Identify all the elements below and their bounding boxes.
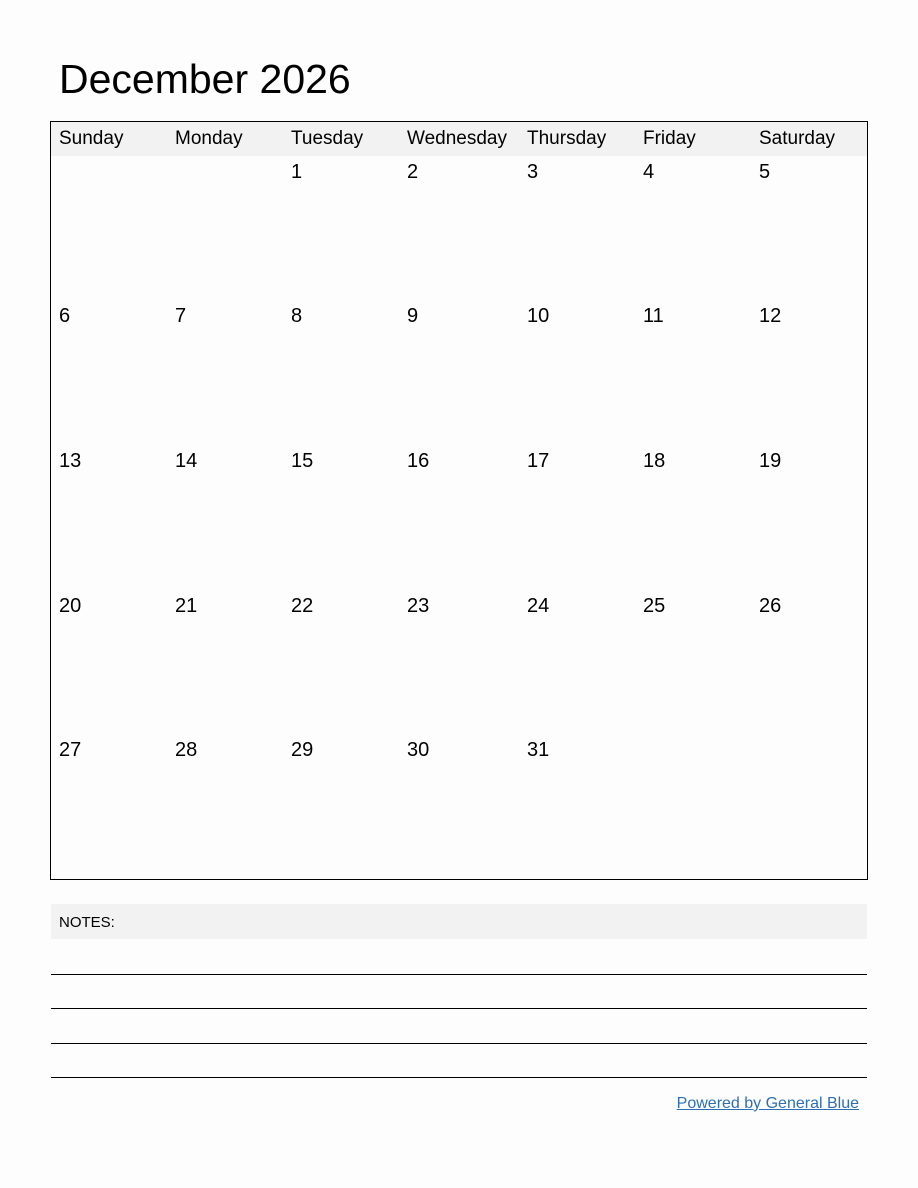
day-cell-31[interactable] bbox=[519, 734, 635, 878]
day-cell-2[interactable] bbox=[399, 156, 515, 300]
note-line bbox=[51, 1077, 867, 1078]
day-number: 28 bbox=[175, 739, 198, 761]
day-cell-24[interactable] bbox=[519, 590, 635, 734]
day-cell-15[interactable] bbox=[283, 445, 399, 589]
day-number: 15 bbox=[291, 450, 314, 472]
day-cell-16[interactable] bbox=[399, 445, 515, 589]
day-cell-6[interactable] bbox=[51, 300, 167, 444]
day-number: 6 bbox=[59, 305, 71, 327]
day-number: 7 bbox=[175, 305, 187, 327]
day-number: 29 bbox=[291, 739, 314, 761]
day-number: 19 bbox=[759, 450, 782, 472]
empty-day-cell bbox=[751, 734, 867, 878]
day-cell-29[interactable] bbox=[283, 734, 399, 878]
day-cell-12[interactable] bbox=[751, 300, 867, 444]
day-cell-5[interactable] bbox=[751, 156, 867, 300]
note-line bbox=[51, 974, 867, 975]
weekday-tuesday: Tuesday bbox=[291, 128, 364, 149]
day-number: 31 bbox=[527, 739, 550, 761]
weekday-wednesday: Wednesday bbox=[407, 128, 507, 149]
day-cell-22[interactable] bbox=[283, 590, 399, 734]
day-cell-27[interactable] bbox=[51, 734, 167, 878]
calendar-grid bbox=[50, 121, 868, 880]
day-cell-21[interactable] bbox=[167, 590, 283, 734]
day-number: 5 bbox=[759, 161, 771, 183]
day-cell-25[interactable] bbox=[635, 590, 751, 734]
day-cell-28[interactable] bbox=[167, 734, 283, 878]
weekday-thursday: Thursday bbox=[527, 128, 607, 149]
day-number: 13 bbox=[59, 450, 82, 472]
day-number: 25 bbox=[643, 595, 666, 617]
weekday-header-row bbox=[51, 122, 867, 156]
day-number: 10 bbox=[527, 305, 550, 327]
notes-label: NOTES: bbox=[59, 914, 115, 931]
day-cell-13[interactable] bbox=[51, 445, 167, 589]
day-number: 2 bbox=[407, 161, 419, 183]
day-number: 23 bbox=[407, 595, 430, 617]
weekday-monday: Monday bbox=[175, 128, 243, 149]
day-cell-17[interactable] bbox=[519, 445, 635, 589]
day-cell-26[interactable] bbox=[751, 590, 867, 734]
day-number: 8 bbox=[291, 305, 303, 327]
calendar-title: December 2026 bbox=[59, 56, 351, 102]
day-number: 27 bbox=[59, 739, 82, 761]
day-cell-4[interactable] bbox=[635, 156, 751, 300]
powered-by-link[interactable]: Powered by General Blue bbox=[676, 1095, 859, 1112]
day-number: 1 bbox=[291, 161, 303, 183]
note-line bbox=[51, 1008, 867, 1009]
note-line bbox=[51, 1043, 867, 1044]
weekday-friday: Friday bbox=[643, 128, 696, 149]
day-number: 18 bbox=[643, 450, 666, 472]
day-cell-30[interactable] bbox=[399, 734, 515, 878]
day-cell-18[interactable] bbox=[635, 445, 751, 589]
day-number: 21 bbox=[175, 595, 198, 617]
day-number: 26 bbox=[759, 595, 782, 617]
day-number: 14 bbox=[175, 450, 198, 472]
weekday-saturday: Saturday bbox=[759, 128, 836, 149]
weekday-sunday: Sunday bbox=[59, 128, 124, 149]
day-number: 22 bbox=[291, 595, 314, 617]
day-number: 11 bbox=[643, 305, 664, 327]
day-cell-11[interactable] bbox=[635, 300, 751, 444]
empty-day-cell bbox=[51, 156, 167, 300]
day-number: 4 bbox=[643, 161, 655, 183]
day-cell-10[interactable] bbox=[519, 300, 635, 444]
day-cell-3[interactable] bbox=[519, 156, 635, 300]
day-number: 3 bbox=[527, 161, 539, 183]
day-cell-20[interactable] bbox=[51, 590, 167, 734]
day-cell-23[interactable] bbox=[399, 590, 515, 734]
day-cell-9[interactable] bbox=[399, 300, 515, 444]
day-number: 9 bbox=[407, 305, 419, 327]
day-number: 20 bbox=[59, 595, 82, 617]
day-number: 24 bbox=[527, 595, 550, 617]
notes-header bbox=[51, 904, 867, 939]
day-number: 12 bbox=[759, 305, 782, 327]
empty-day-cell bbox=[635, 734, 751, 878]
day-cell-1[interactable] bbox=[283, 156, 399, 300]
day-cell-19[interactable] bbox=[751, 445, 867, 589]
day-number: 17 bbox=[527, 450, 550, 472]
empty-day-cell bbox=[167, 156, 283, 300]
day-number: 16 bbox=[407, 450, 430, 472]
day-number: 30 bbox=[407, 739, 430, 761]
day-cell-7[interactable] bbox=[167, 300, 283, 444]
day-cell-14[interactable] bbox=[167, 445, 283, 589]
day-cell-8[interactable] bbox=[283, 300, 399, 444]
